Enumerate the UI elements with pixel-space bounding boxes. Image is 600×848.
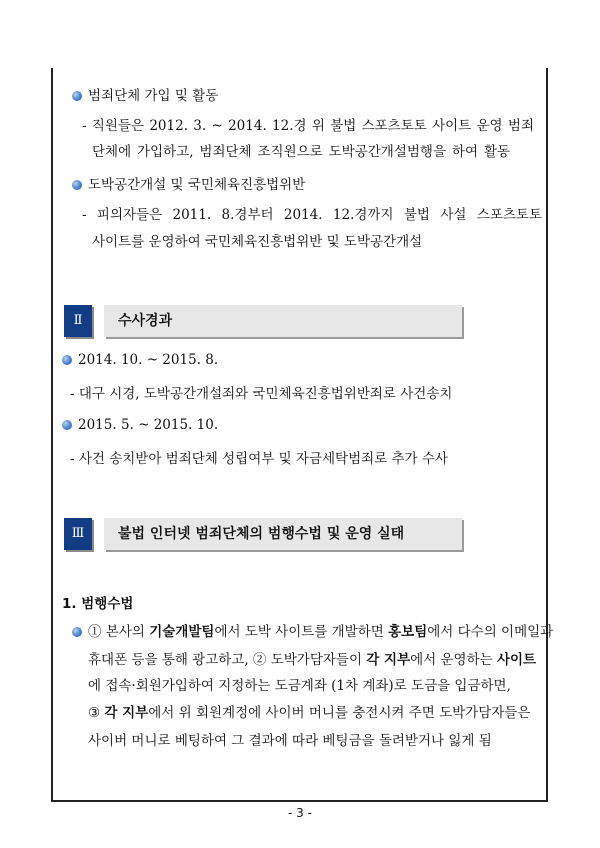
section-number: Ⅱ [64,305,92,337]
paragraph-line: - 사건 송치받아 범죄단체 성립여부 및 자금세탁범죄로 추가 수사 [70,451,448,467]
paragraph-line: 단체에 가입하고, 범죄단체 조직원으로 도박공간개설범행을 하여 활동 [92,144,510,160]
paragraph-line: 에 접속·회원가입하여 지정하는 도금계좌 (1차 계좌)로 도금을 입금하면, [88,678,511,694]
paragraph-line: - 피의자들은 2011. 8.경부터 2014. 12.경까지 불법 사설 스포츠토토 [82,207,542,223]
section-header [64,305,464,337]
list-item: 2015. 5. ~ 2015. 10. [62,416,218,434]
bullet-icon [72,627,82,637]
bullet-icon [62,420,72,430]
section-title: 수사경과 [104,305,462,337]
list-item: 2014. 10. ~ 2015. 8. [62,351,218,369]
paragraph-line: ① 본사의 기술개발팀에서 도박 사이트를 개발하면 홍보팀에서 다수의 이메일과 [72,623,553,641]
list-item: 범죄단체 가입 및 활동 [72,87,218,105]
section-header [64,518,464,550]
section-title: 불법 인터넷 범죄단체의 범행수법 및 운영 실태 [104,518,462,550]
bullet-icon [72,180,82,190]
list-item: 도박공간개설 및 국민체육진흥법위반 [72,176,305,194]
subheading: 1. 범행수법 [62,596,134,612]
page-number: - 3 - [288,806,312,820]
paragraph-line: 휴대폰 등을 통해 광고하고, ② 도박가담자들이 각 지부에서 운영하는 사이트 [88,652,537,668]
bullet-icon [62,355,72,365]
paragraph-line: - 직원들은 2012. 3. ~ 2014. 12.경 위 불법 스포츠토토 사이트 운영 범죄 [82,118,534,134]
section-number: Ⅲ [64,518,92,550]
bullet-icon [72,91,82,101]
paragraph-line: ③ 각 지부에서 위 회원계정에 사이버 머니를 충전시켜 주면 도박가담자들은 [88,705,531,721]
paragraph-line: 사이트를 운영하여 국민체육진흥법위반 및 도박공간개설 [92,234,423,250]
paragraph-line: - 대구 시경, 도박공간개설죄와 국민체육진흥법위반죄로 사건송치 [70,386,453,402]
paragraph-line: 사이버 머니로 베팅하여 그 결과에 따라 베팅금을 돌려받거나 잃게 됨 [88,733,492,749]
